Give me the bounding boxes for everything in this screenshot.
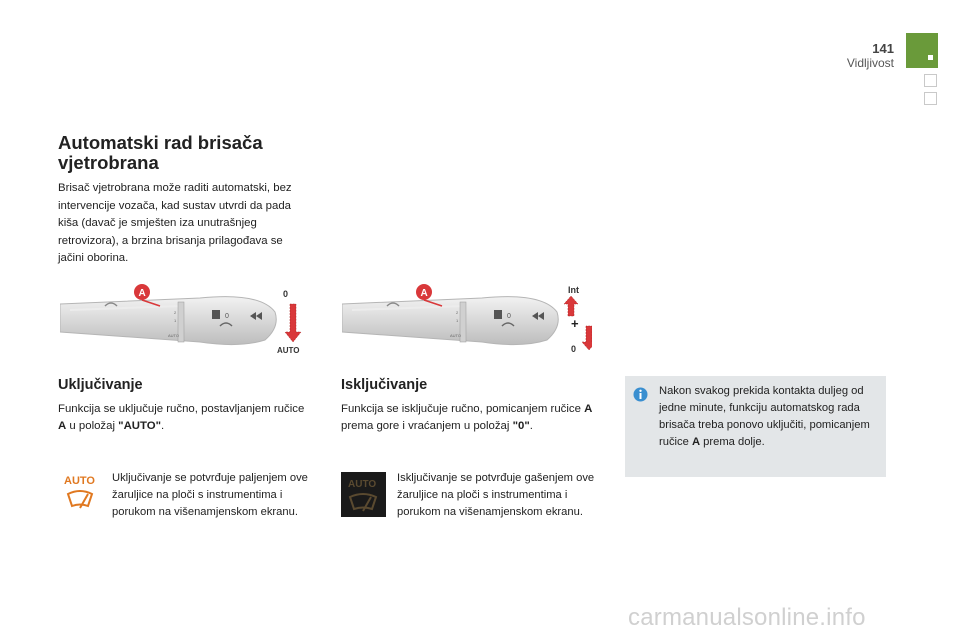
intro-paragraph: Brisač vjetrobrana može raditi automatski, bez intervencije vozača, kad sustav utvrdi da pada kiša (davač je smješten iza unutrašnjeg retrovizora), a brzina brisanja prilagođava se jačini oborina. [58,182,292,264]
callout-a-label: A [420,288,428,299]
position-0-label: 0 [571,344,577,354]
info-text: Nakon svakog prekida kontakta duljeg od jedne minute, funkciju automatskog rada brisača treba ponovo uključiti, pomicanjem ručice A prema dolje. [659,385,870,448]
svg-text:0: 0 [507,313,511,320]
position-plus-label: + [571,316,579,331]
svg-text:AUTO: AUTO [168,333,180,338]
watermark: carmanualsonline.info [628,604,866,631]
section-text-off: Funkcija se isključuje ručno, pomicanjem ručice A prema gore i vraćanjem u položaj "0". [341,403,593,432]
section-tab[interactable] [924,92,937,105]
section-heading-on: Uključivanje [58,377,143,393]
section-heading-off: Isključivanje [341,377,428,393]
page-title: Automatski rad brisača vjetrobrana [58,132,263,173]
wiper-stalk-illustration [342,282,592,362]
section-text-on: Funkcija se uključuje ručno, postavljanjem ručice A u položaj "AUTO". [58,403,305,432]
svg-text:AUTO: AUTO [450,333,462,338]
lamp-note-off: Isključivanje se potvrđuje gašenjem ove žaruljice na ploči s instrumentima i porukom na višenamjenskom ekranu. [397,472,595,518]
wiper-stalk-figure-auto [60,282,310,362]
section-tab[interactable] [924,74,937,87]
svg-text:1: 1 [456,318,459,323]
lamp-note-on: Uključivanje se potvrđuje paljenjem ove žaruljice na ploči s instrumentima i porukom na višenamjenskom ekranu. [112,472,308,518]
section-tab-active[interactable] [906,33,938,68]
section-title: Vidljivost [846,56,894,70]
wiper-stalk-illustration [60,282,310,362]
auto-wiper-lamp-off-icon [341,472,386,517]
position-0-label: 0 [283,289,289,299]
auto-icon-label: AUTO [348,479,377,490]
svg-text:2: 2 [456,310,459,315]
info-icon [633,387,648,402]
svg-text:0: 0 [225,313,229,320]
position-int-label: Int [568,285,579,295]
wiper-stalk-figure-off [342,282,592,362]
position-auto-label: AUTO [277,346,300,355]
tab-marker [928,55,933,60]
svg-text:1: 1 [174,318,177,323]
page-number: 141 [872,41,894,56]
svg-text:2: 2 [174,310,177,315]
callout-a-label: A [138,288,146,299]
auto-wiper-lamp-icon [62,470,102,518]
auto-icon-label: AUTO [64,475,95,487]
